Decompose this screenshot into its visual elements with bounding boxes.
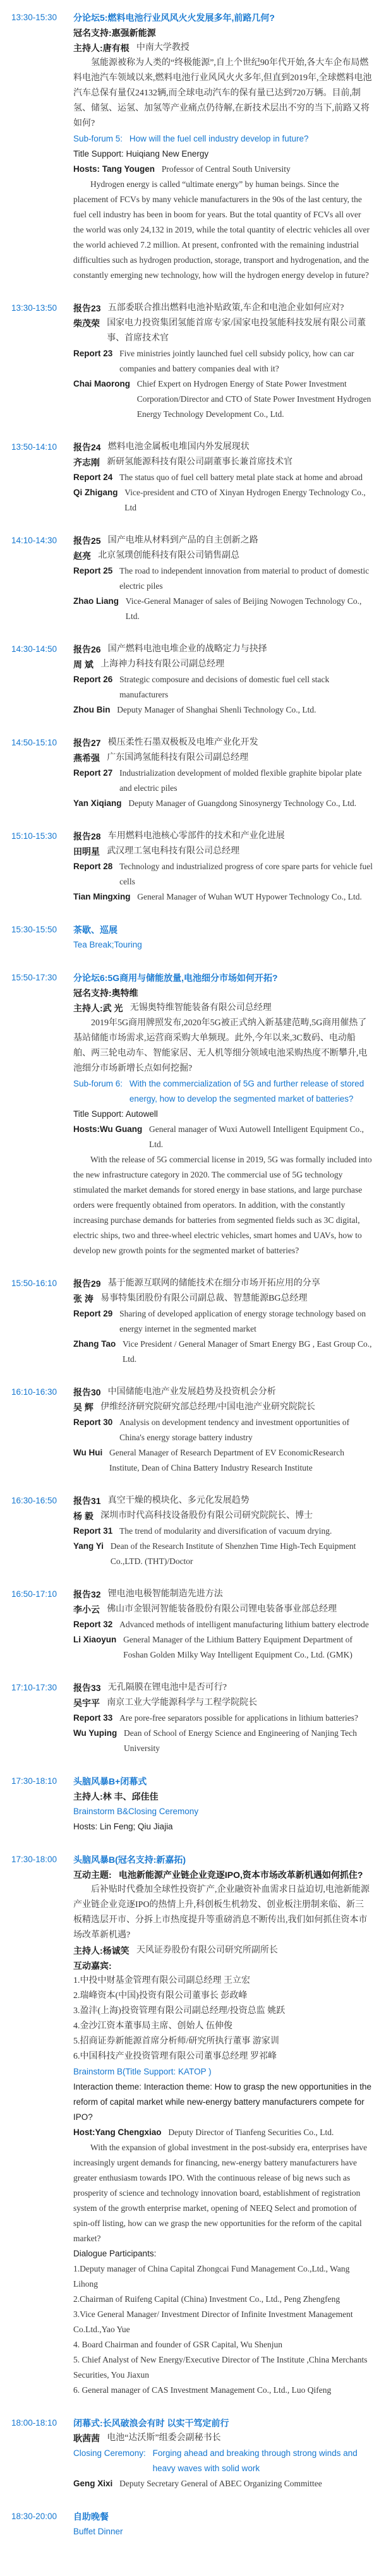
session-content (73, 10, 373, 283)
report-line-en-text: Deputy Manager of Shanghai Shenli Technology Co., Ltd. (117, 705, 316, 714)
session-content (73, 1680, 373, 1756)
report-line-en-text: Deputy Secretary General of ABEC Organizing Committee (119, 2479, 322, 2488)
report-line-cn-label: 报告24 (73, 442, 101, 452)
report-line-cn (73, 548, 373, 563)
session-time: 18:00-18:10 (11, 2418, 57, 2428)
text-line-en: Hosts: Lin Feng; Qiu Jiajia (73, 1822, 173, 1831)
participant-cn: 1.中投中财基金管理有限公司副总经理 王立宏 (73, 1976, 250, 1985)
report-line-cn (73, 1400, 373, 1415)
report-line-en-label: Geng Xixi (73, 2479, 113, 2488)
report-line-cn (73, 1587, 373, 1602)
participant-cn: 3.盈沣(上海)投资管理有限公司副总经理/投资总监 姚跃 (73, 2006, 286, 2016)
session-time: 15:50-16:10 (11, 1279, 57, 1288)
participant-en: 3.Vice General Manager/ Investment Director of Infinite Investment Management Co.Ltd.,Yao Yue (73, 2309, 353, 2334)
session-content (73, 1587, 373, 1663)
agenda-session (10, 1493, 373, 1569)
report-line-en-text: The road to independent innovation from material to product of domestic electric piles (119, 566, 370, 591)
report-line-en-text: Chief Expert on Hydrogen Energy of State Power Investment Corporation/Director and CTO of State Power Investment Hydrogen Energy Technology Development Co., Ltd. (136, 379, 371, 419)
agenda-session (10, 1587, 373, 1663)
report-line-cn-label: 田明星 (73, 846, 100, 857)
report-line-en (73, 485, 373, 515)
report-line-cn (73, 440, 373, 455)
report-line-en-text: Technology and industrialized progress of core spare parts for vehicle fuel cells (119, 862, 373, 886)
report-line-en-label: Wu Yuping (73, 1728, 117, 1738)
session-time: 16:10-16:30 (11, 1387, 57, 1397)
report-line-en (73, 376, 373, 422)
session-title-en-label: Sub-forum 6: (73, 1079, 123, 1088)
report-line-en-label: Li Xiaoyun (73, 1635, 117, 1644)
report-line-en (73, 1711, 373, 1726)
report-line-cn-text: 伊维经济研究院研究部总经理/中国电池产业研究院院长 (100, 1402, 315, 1412)
report-line-en-text: The trend of modularity and diversification of vacuum drying. (119, 1526, 332, 1536)
session-content (73, 440, 373, 515)
report-line-cn-text: 无孔隔膜在锂电池中是否可行? (107, 1683, 227, 1692)
agenda-session (10, 1852, 373, 2398)
report-line-cn-label: 吴 辉 (73, 1402, 93, 1412)
session-content (73, 1774, 373, 1834)
report-line-cn-label: 杨 毅 (73, 1511, 93, 1521)
report-line-cn-label: 李小云 (73, 1604, 100, 1615)
participant-en: 6. General manager of CAS Investment Management Co., Ltd., Luo Qifeng (73, 2385, 332, 2395)
report-line-en-label: Zhang Tao (73, 1339, 116, 1349)
report-line-cn-text: 无锡奥特维智能装备有限公司总经理 (129, 1003, 272, 1013)
session-time: 15:50-17:30 (11, 973, 57, 982)
report-line-en-label: Wu Hui (73, 1448, 103, 1457)
report-line-en (73, 1617, 373, 1632)
report-line-en (73, 563, 373, 594)
session-time: 14:50-15:10 (11, 738, 57, 747)
report-line-cn (73, 1508, 373, 1524)
report-line-en-label: Report 30 (73, 1417, 113, 1427)
report-line-en-label: Zhou Bin (73, 705, 111, 714)
agenda-session (10, 10, 373, 283)
report-line-cn-text: 基于能源互联网的储能技术在细分市场开拓应用的分享 (107, 1279, 320, 1288)
report-line-en-text: Deputy Director of Tianfeng Securities Co., Ltd. (168, 2128, 334, 2137)
report-line-en-text: Vice-General Manager of sales of Beijing Nowogen Technology Co., Ltd. (125, 596, 362, 621)
report-line-en-text: Vice President / General Manager of Smart Energy BG , East Group Co., Ltd. (123, 1339, 372, 1364)
session-content (73, 1276, 373, 1367)
session-content (73, 533, 373, 624)
report-line-en (73, 889, 373, 905)
session-time: 14:10-14:30 (11, 536, 57, 545)
report-line-cn-label: 报告27 (73, 738, 101, 748)
report-line-cn-text: 北京氢璞创能科技有限公司销售副总 (98, 551, 240, 560)
report-line-cn (73, 301, 373, 316)
session-content (73, 301, 373, 422)
report-line-en (73, 2476, 373, 2491)
report-line-cn-text: 上海神力科技有限公司副总经理 (100, 659, 225, 669)
report-line-cn (73, 316, 373, 346)
report-line-en (73, 702, 373, 718)
participant-en: 2.Chairman of Ruifeng Capital (China) Investment Co., Ltd., Peng Zhengfeng (73, 2294, 340, 2304)
report-line-cn-label: 柴茂荣 (73, 318, 100, 328)
report-line-cn-label: 赵亮 (73, 551, 91, 561)
report-line-cn (73, 735, 373, 750)
report-line-en-label: Report 31 (73, 1526, 113, 1536)
report-line-en-label: Yan Xiqiang (73, 798, 122, 808)
report-line-en-label: Tian Mingxing (73, 892, 131, 901)
report-line-cn (73, 1943, 373, 1958)
agenda-session (10, 1680, 373, 1756)
participant-en: 1.Deputy manager of China Capital Zhongcai Fund Management Co.,Ltd., Wang Lihong (73, 2264, 350, 2289)
report-line-en-text: General Manager of Wuhan WUT Hypower Technology Co., Ltd. (137, 892, 362, 901)
report-line-en-label: Report 24 (73, 472, 113, 482)
report-line-cn-text: 真空干燥的模块化、多元化发展趋势 (107, 1496, 250, 1505)
report-line-cn-label: 报告30 (73, 1387, 101, 1397)
description-cn: 氢能源被称为人类的“终极能源”,自上个世纪90年代开始,各大车企布局燃料电池汽车领域以来,燃料电池行业风风火火多年,但直到2019年,全球燃料电池汽车总保有量仅24132辆,而全球电动汽车的保有量已达到720万辆。目前,制氢、储氢、运氢、加氢等产业痛点仍待解,在新技术层出不穷的当下,前路又将如何? (73, 58, 372, 128)
session-time: 16:50-17:10 (11, 1589, 57, 1599)
report-line-cn-text: 燃料电池金属板电堆国内外发展现状 (107, 442, 250, 452)
report-line-cn-text: 车用燃料电池核心零部件的技术和产业化进展 (107, 831, 285, 841)
report-line-cn-text: 模压柔性石墨双极板及电堆产业化开发 (107, 738, 258, 747)
report-line-en (73, 859, 373, 889)
report-line-cn-label: 燕希强 (73, 753, 100, 763)
topic-line-cn-label: 互动主题: (73, 1870, 112, 1880)
report-line-en (73, 1539, 373, 1569)
session-title-en (73, 2446, 373, 2476)
report-line-en-label: Host:Yang Chengxiao (73, 2128, 162, 2137)
participant-en: 4. Board Chairman and founder of GSR Capital, Wu Shenjun (73, 2340, 283, 2349)
report-line-cn-label: 报告26 (73, 644, 101, 654)
report-line-en-label: Hosts: Tang Yougen (73, 164, 155, 174)
session-title-en: Brainstorm B(Title Support: KATOP ) (73, 2067, 212, 2076)
report-line-cn (73, 533, 373, 548)
session-title-cn: 自助晚餐 (73, 2512, 109, 2522)
report-line-en-label: Yang Yi (73, 1541, 104, 1551)
report-line-cn-text: 电池“达沃斯”组委会副秘书长 (107, 2433, 221, 2443)
session-time: 15:10-15:30 (11, 831, 57, 841)
report-line-en-text: Professor of Central South University (161, 164, 291, 174)
participant-cn: 4.金沙江资本董事局主席、创始人 伍伸俊 (73, 2021, 232, 2031)
report-line-en (73, 1415, 373, 1445)
report-line-cn-label: 主持人:杨诚笑 (73, 1946, 129, 1956)
session-content (73, 735, 373, 811)
report-line-cn (73, 40, 373, 56)
report-line-en-label: Report 26 (73, 675, 113, 684)
session-content (73, 922, 373, 953)
report-line-en-text: General manager of Wuxi Autowell Intelligent Equipment Co., Ltd. (149, 1124, 364, 1149)
report-line-en-text: The status quo of fuel cell battery metal plate stack at home and abroad (119, 472, 363, 482)
session-time: 17:30-18:00 (11, 1855, 57, 1864)
report-line-en-label: Report 29 (73, 1309, 113, 1318)
report-line-cn-label: 报告33 (73, 1683, 101, 1693)
report-line-en-label: Report 27 (73, 768, 113, 778)
report-line-cn-label: 吴宇平 (73, 1698, 100, 1708)
report-line-cn (73, 657, 373, 672)
report-line-en-label: Report 33 (73, 1713, 113, 1723)
report-line-en-text: Dean of School of Energy Science and Engineering of Nanjing Tech University (124, 1728, 357, 1753)
report-line-cn-label: 报告32 (73, 1589, 101, 1599)
report-line-cn (73, 844, 373, 859)
report-line-cn (73, 750, 373, 766)
report-line-en-text: Advanced methods of intelligent manufacturing lithium battery electrode (119, 1620, 369, 1629)
report-line-en-text: Analysis on development tendency and investment opportunities of China's energy storage battery industry (119, 1417, 350, 1442)
session-title-en-text: Forging ahead and breaking through strong winds and heavy waves with solid work (152, 2448, 358, 2473)
text-line-en: Dialogue Participants: (73, 2249, 157, 2258)
report-line-en-label: Qi Zhigang (73, 488, 118, 497)
participant-cn: 5.招商证券新能源首席分析师/研究所执行董事 游家训 (73, 2037, 279, 2046)
session-title-en-text: How will the fuel cell industry develop in future? (129, 134, 309, 143)
agenda-session (10, 2416, 373, 2491)
report-line-cn (73, 1001, 373, 1016)
text-line-en: Title Support: Huiqiang New Energy (73, 149, 209, 159)
session-content (73, 970, 373, 1258)
session-title-cn: 闭幕式:长风破浪会有时 以实干笃定前行 (73, 2418, 229, 2428)
report-line-en-label: Hosts:Wu Guang (73, 1124, 143, 1134)
agenda-session (10, 1385, 373, 1476)
report-line-cn-label: 周 斌 (73, 659, 93, 670)
topic-line-cn (73, 1867, 373, 1882)
session-time: 18:30-20:00 (11, 2512, 57, 2521)
report-line-cn-label: 主持人:唐有根 (73, 43, 129, 53)
report-line-en (73, 1726, 373, 1756)
report-line-cn-text: 国产电堆从材料到产品的自主创新之路 (107, 536, 258, 545)
session-time: 13:30-13:50 (11, 303, 57, 313)
agenda-session (10, 533, 373, 624)
report-line-en (73, 2125, 373, 2140)
report-line-en-text: Dean of the Research Institute of Shenzhen Time High-Tech Equipment Co.,LTD. (THT)/Doctor (110, 1541, 356, 1566)
agenda-session (10, 970, 373, 1258)
report-line-cn-text: 武汉理工氢电科技有限公司总经理 (107, 846, 240, 856)
agenda-session (10, 1774, 373, 1834)
session-title-cn: 头脑风暴B(冠名支持:新嘉拓) (73, 1855, 186, 1865)
session-content (73, 2509, 373, 2539)
agenda-session (10, 301, 373, 422)
report-line-en (73, 470, 373, 485)
session-title-en-label: Sub-forum 5: (73, 134, 123, 143)
report-line-cn-label: 报告25 (73, 536, 101, 546)
report-line-en (73, 1122, 373, 1152)
report-line-en (73, 162, 373, 177)
report-line-cn-text: 中南大学教授 (136, 43, 190, 52)
description-cn: 2019年5G商用牌照发布,2020年5G被正式纳入新基建范畴,5G商用催热了基站储能市场需求,运营商采购大单频现。此外,今年以来,3C数码、电动船舶、两三轮电动车、智能家居、无人机等细分领域电池采购热度不断攀升,电池细分市场新增长点如何挖掘? (73, 1018, 368, 1073)
session-content (73, 1852, 373, 2398)
report-line-cn-label: 报告31 (73, 1496, 101, 1506)
report-line-en (73, 796, 373, 811)
report-line-en-text: Strategic composure and decisions of domestic fuel cell stack manufacturers (119, 675, 330, 699)
session-content (73, 1493, 373, 1569)
session-time: 13:30-15:30 (11, 13, 57, 22)
session-content (73, 642, 373, 718)
session-title-cn: 分论坛5:燃料电池行业风风火火发展多年,前路几何? (73, 13, 275, 23)
session-title-en-label: Closing Ceremony: (73, 2448, 146, 2458)
session-title-en: Buffet Dinner (73, 2527, 123, 2536)
session-content (73, 2416, 373, 2491)
report-line-cn (73, 1680, 373, 1695)
agenda-session (10, 642, 373, 718)
report-line-en-text: Are pore-free separators possible for applications in lithium batteries? (119, 1713, 358, 1723)
subheading-cn: 冠名支持:惠强新能源 (73, 28, 156, 38)
text-line-en: Interaction theme: Interaction theme: How to grasp the new opportunities in the reform of capital market while new-energy battery manufacturers compete for IPO? (73, 2082, 372, 2122)
report-line-cn (73, 455, 373, 470)
report-line-en (73, 1632, 373, 1663)
session-title-en: Tea Break;Touring (73, 940, 142, 949)
participant-cn: 2.瑞峰资本(中国)投资有限公司董事长 彭政峰 (73, 1991, 248, 2001)
agenda-session (10, 922, 373, 953)
report-line-en-text: General Manager of Research Department of EV EconomicResearch Institute, Dean of China Battery Industry Research Institute (109, 1448, 345, 1472)
session-title-en (73, 1076, 373, 1107)
report-line-cn-label: 张 涛 (73, 1294, 93, 1304)
report-line-cn-text: 佛山市金银河智能装备股份有限公司锂电装备事业部总经理 (107, 1604, 337, 1614)
subheading-cn: 互动嘉宾: (73, 1961, 112, 1971)
report-line-cn-text: 易事特集团股份有限公司副总裁、智慧能源BG总经理 (100, 1294, 308, 1303)
report-line-en-text: Sharing of developed application of energy storage technology based on energy internet in the segmented market (119, 1309, 366, 1333)
agenda-session (10, 829, 373, 905)
session-time: 15:30-15:50 (11, 925, 57, 934)
participant-cn: 6.中国科技产业投资管理有限公司董事总经理 罗祁峰 (73, 2052, 277, 2061)
report-line-cn-text: 中国储能电池产业发展趋势及投资机会分析 (107, 1387, 276, 1397)
report-line-cn (73, 1385, 373, 1400)
report-line-en-label: Chai Maorong (73, 379, 130, 388)
session-time: 16:30-16:50 (11, 1496, 57, 1505)
report-line-cn-text: 天风证券股份有限公司研究所副所长 (136, 1946, 278, 1955)
report-line-cn-text: 广东国鸿氢能科技有限公司副总经理 (107, 753, 249, 762)
report-line-cn-label: 报告29 (73, 1279, 101, 1289)
report-line-cn (73, 1291, 373, 1306)
description-en: Hydrogen energy is called “ultimate energy” by human beings. Since the placement of FCVs by many vehicle manufacturers in the 90s of the last century, the fuel cell industry has been in boom for years. But the total quantity of FCVs all over the world was only 24,132 in 2019, while the total quantity of electric vehicles all over the world achieved 7.2 million. At present, confronted with the remaining industrial difficulties such as hydrogen production, storage, transport and hydrogenation, and the constantly emerging new technology, how will the hydrogen energy develop in future? (73, 179, 370, 280)
session-time: 14:30-14:50 (11, 644, 57, 654)
report-line-cn (73, 1493, 373, 1508)
report-line-en (73, 1306, 373, 1337)
report-line-en-text: Industrialization development of molded flexible graphite bipolar plate and electric piles (119, 768, 362, 793)
agenda-session (10, 2509, 373, 2539)
session-title-en: Brainstorm B&Closing Ceremony (73, 1807, 199, 1816)
report-line-cn (73, 642, 373, 657)
description-en: With the expansion of global investment in the post-subsidy era, enterprises have increasingly urgent demands for financing, new-energy battery manufacturers have greater enthusiasm towards IPO. With the continuous release of big news such as prosperity of science and technology innovation board, establishment of registration system of the growth enterprise market, opening of NEEQ Select and promotion of spin-off listing, how can we grasp the new opportunities for the reform of the capital market? (73, 2143, 368, 2243)
session-title-en (73, 131, 373, 147)
session-content (73, 829, 373, 905)
session-content (73, 1385, 373, 1476)
report-line-cn-label: 报告28 (73, 831, 101, 841)
report-line-en (73, 1337, 373, 1367)
report-line-cn-text: 国家电力投资集团氢能首席专家/国家电投氢能科技发展有限公司董事、首席技术官 (107, 318, 366, 343)
text-line-en: Title Support: Autowell (73, 1109, 158, 1119)
session-title-cn: 头脑风暴B+闭幕式 (73, 1776, 147, 1786)
report-line-cn-label: 耿茜茜 (73, 2433, 100, 2443)
session-time: 13:50-14:10 (11, 442, 57, 452)
agenda-session (10, 1276, 373, 1367)
report-line-cn (73, 829, 373, 844)
report-line-cn-label: 主持人:武 光 (73, 1003, 123, 1013)
session-title-en-text: With the commercialization of 5G and further release of stored energy, how to develop the segmented market of batteries? (129, 1079, 364, 1104)
subheading-cn: 主持人:林 丰、邱佳佳 (73, 1791, 159, 1802)
report-line-en-label: Zhao Liang (73, 596, 119, 606)
session-title-cn: 分论坛6:5G商用与储能放量,电池细分市场如何开拓? (73, 973, 278, 983)
report-line-en (73, 594, 373, 624)
report-line-cn (73, 1276, 373, 1291)
session-title-cn: 茶歇、巡展 (73, 925, 117, 935)
report-line-cn-text: 新研氢能源科技有限公司副董事长兼首席技术官 (107, 457, 293, 467)
report-line-cn-text: 南京工业大学能源科学与工程学院院长 (107, 1698, 258, 1707)
report-line-cn-label: 齐志刚 (73, 457, 100, 467)
report-line-en-text: Deputy Manager of Guangdong Sinosynergy Technology Co., Ltd. (128, 798, 357, 808)
report-line-cn (73, 2431, 373, 2446)
report-line-en (73, 346, 373, 376)
subheading-cn: 冠名支持:奥特维 (73, 988, 138, 998)
report-line-en (73, 766, 373, 796)
report-line-cn-label: 报告23 (73, 303, 101, 313)
agenda-session (10, 440, 373, 515)
report-line-en (73, 1524, 373, 1539)
participant-en: 5. Chief Analyst of New Energy/Executive Director of The Institute ,China Merchants Securities, You Jiaxun (73, 2355, 368, 2380)
report-line-en-text: Vice-president and CTO of Xinyan Hydrogen Energy Technology Co., Ltd (124, 488, 366, 512)
topic-line-cn-text: 电池新能源产业链企业竞逐IPO,资本市场改革新机遇如何抓住? (118, 1870, 363, 1880)
report-line-cn (73, 1695, 373, 1711)
report-line-cn-text: 深圳市时代高科技设备股份有限公司研究院院长、博士 (100, 1511, 313, 1520)
agenda-session (10, 735, 373, 811)
report-line-en-label: Report 25 (73, 566, 113, 575)
report-line-en (73, 672, 373, 702)
report-line-cn (73, 1602, 373, 1617)
description-cn: 后补贴时代叠加全球性投资扩产,企业融资补血需求日益迫切,电池新能源产业链企业竞逐IPO的热情上升,科创板生机勃发、创业板注册制来临、新三板精选层开市、分拆上市热度提升等重磅消息不断传出,我们如何抓住资本市场改革新机遇? (73, 1885, 370, 1940)
session-time: 17:30-18:10 (11, 1776, 57, 1786)
report-line-cn-text: 五部委联合推出燃料电池补贴政策,车企和电池企业如何应对? (107, 303, 344, 313)
report-line-en-text: Five ministries jointly launched fuel cell subsidy policy, how can car companies and battery companies deal with it? (119, 349, 354, 373)
report-line-cn-text: 国产燃料电池电堆企业的战略定力与抉择 (107, 644, 267, 654)
report-line-cn-text: 锂电池电极智能制造先进方法 (107, 1589, 223, 1599)
report-line-en-text: General Manager of the Lithium Battery Equipment Department of Foshan Golden Milky Way Intelligent Equipment Co., Ltd. (GMK) (123, 1635, 352, 1659)
report-line-en-label: Report 23 (73, 349, 113, 358)
description-en: With the release of 5G commercial license in 2019, 5G was formally included into the new infrastructure category in 2020. The commercial use of 5G technology stimulated the market demands for stored energy in base stations, and large purchase orders were frequently obtained from operators. In addition, with the constantly increasing purchase demands for batteries from segmented fields such as 3C digital, electric ships, two and three-wheel electric vehicles, smart homes and UAVs, how to develop new growth points for the segmented market of batteries? (73, 1155, 372, 1255)
report-line-en-label: Report 28 (73, 862, 113, 871)
session-time: 17:10-17:30 (11, 1683, 57, 1692)
report-line-en-label: Report 32 (73, 1620, 113, 1629)
report-line-en (73, 1445, 373, 1476)
